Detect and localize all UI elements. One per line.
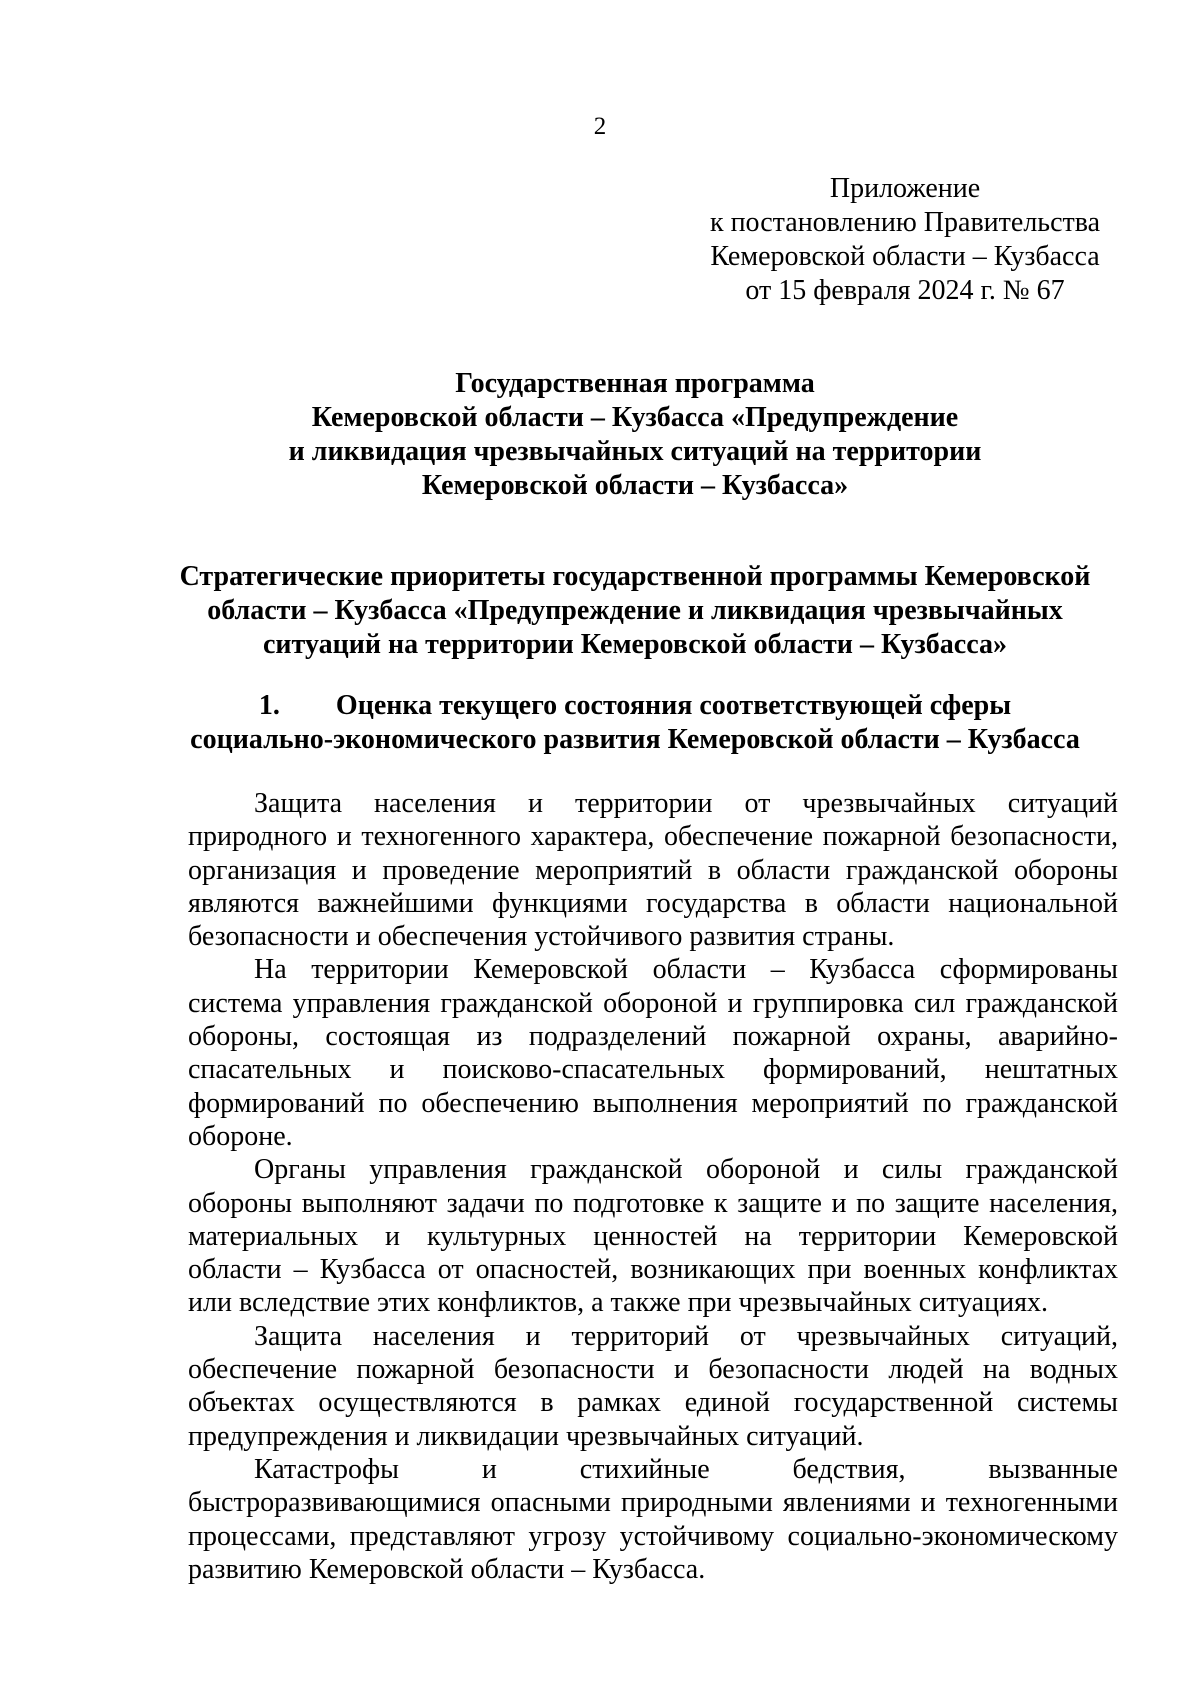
strategic-title-line: ситуаций на территории Кемеровской области – Кузбасса» [263,629,1007,660]
text-line: являются важнейшими функциями государства в области национальной [188,887,1118,919]
paragraph [188,1453,1118,1586]
text-line: предупреждения и ликвидации чрезвычайных ситуаций. [188,1420,864,1452]
program-title-line: Кемеровской области – Кузбасса «Предупреждение [311,402,959,433]
strategic-title-line: области – Кузбасса «Предупреждение и ликвидация чрезвычайных [207,595,1063,626]
text-line: обеспечение пожарной безопасности и безопасности людей на водных [188,1354,1118,1386]
text-line: природного и техногенного характера, обеспечение пожарной безопасности, [188,821,1118,853]
section-number: 1. [258,690,280,721]
paragraph [188,953,1118,1153]
strategic-priorities-title [150,560,1120,662]
section-heading-text: Оценка текущего состояния соответствующей сферы [335,690,1012,721]
section-heading-line [150,689,1120,723]
text-line: объектах осуществляются в рамках единой государственной системы [188,1387,1118,1419]
appendix-line: к постановлению Правительства [709,207,1101,238]
text-line: процессами, представляют угрозу устойчивому социально-экономическому [188,1520,1118,1552]
text-line: обороны, состоящая из подразделений пожарной охраны, аварийно- [188,1021,1118,1053]
strategic-title-line: Стратегические приоритеты государственной программы Кемеровской [179,561,1091,592]
paragraph [188,1320,1118,1453]
appendix-header [700,172,1110,308]
text-line: быстроразвивающимися опасными природными явлениями и техногенными [188,1487,1118,1519]
text-line: безопасности и обеспечения устойчивого развития страны. [188,921,895,953]
program-title [150,367,1120,503]
text-line: Катастрофы и стихийные бедствия, вызванные [254,1453,1118,1485]
text-line: Органы управления гражданской обороной и силы гражданской [254,1154,1118,1186]
program-title-line: Кемеровской области – Кузбасса» [421,470,849,501]
text-line: формирований по обеспечению выполнения мероприятий по гражданской [188,1087,1118,1119]
paragraph [188,1153,1118,1319]
paragraph [188,787,1118,953]
appendix-line: Приложение [829,173,981,204]
section-heading [150,689,1120,757]
text-line: Защита населения и территории от чрезвычайных ситуаций [254,788,1118,819]
text-line: спасательных и поисково-спасательных формирований, нештатных [188,1054,1118,1086]
text-line: развитию Кемеровской области – Кузбасса. [188,1553,706,1585]
section-heading-line: социально-экономического развития Кемеровской области – Кузбасса [190,724,1080,755]
appendix-line: Кемеровской области – Кузбасса [710,241,1100,272]
text-line: материальных и культурных ценностей на территории Кемеровской [188,1220,1118,1252]
text-line: система управления гражданской обороной и группировка сил гражданской [188,987,1118,1019]
body-text [188,787,1118,1586]
page-number: 2 [593,113,607,140]
text-line: Защита населения и территорий от чрезвычайных ситуаций, [254,1320,1118,1352]
text-line: обороны выполняют задачи по подготовке к защите и по защите населения, [188,1187,1118,1219]
program-title-line: и ликвидация чрезвычайных ситуаций на территории [288,436,982,467]
text-line: обороне. [188,1120,293,1152]
appendix-line: от 15 февраля 2024 г. № 67 [745,275,1065,306]
text-line: организация и проведение мероприятий в области гражданской обороны [188,854,1118,886]
text-line: На территории Кемеровской области – Кузбасса сформированы [254,954,1118,986]
text-line: или вследствие этих конфликтов, а также при чрезвычайных ситуациях. [188,1287,1048,1319]
program-title-line: Государственная программа [455,368,815,399]
text-line: области – Кузбасса от опасностей, возникающих при военных конфликтах [188,1254,1118,1286]
